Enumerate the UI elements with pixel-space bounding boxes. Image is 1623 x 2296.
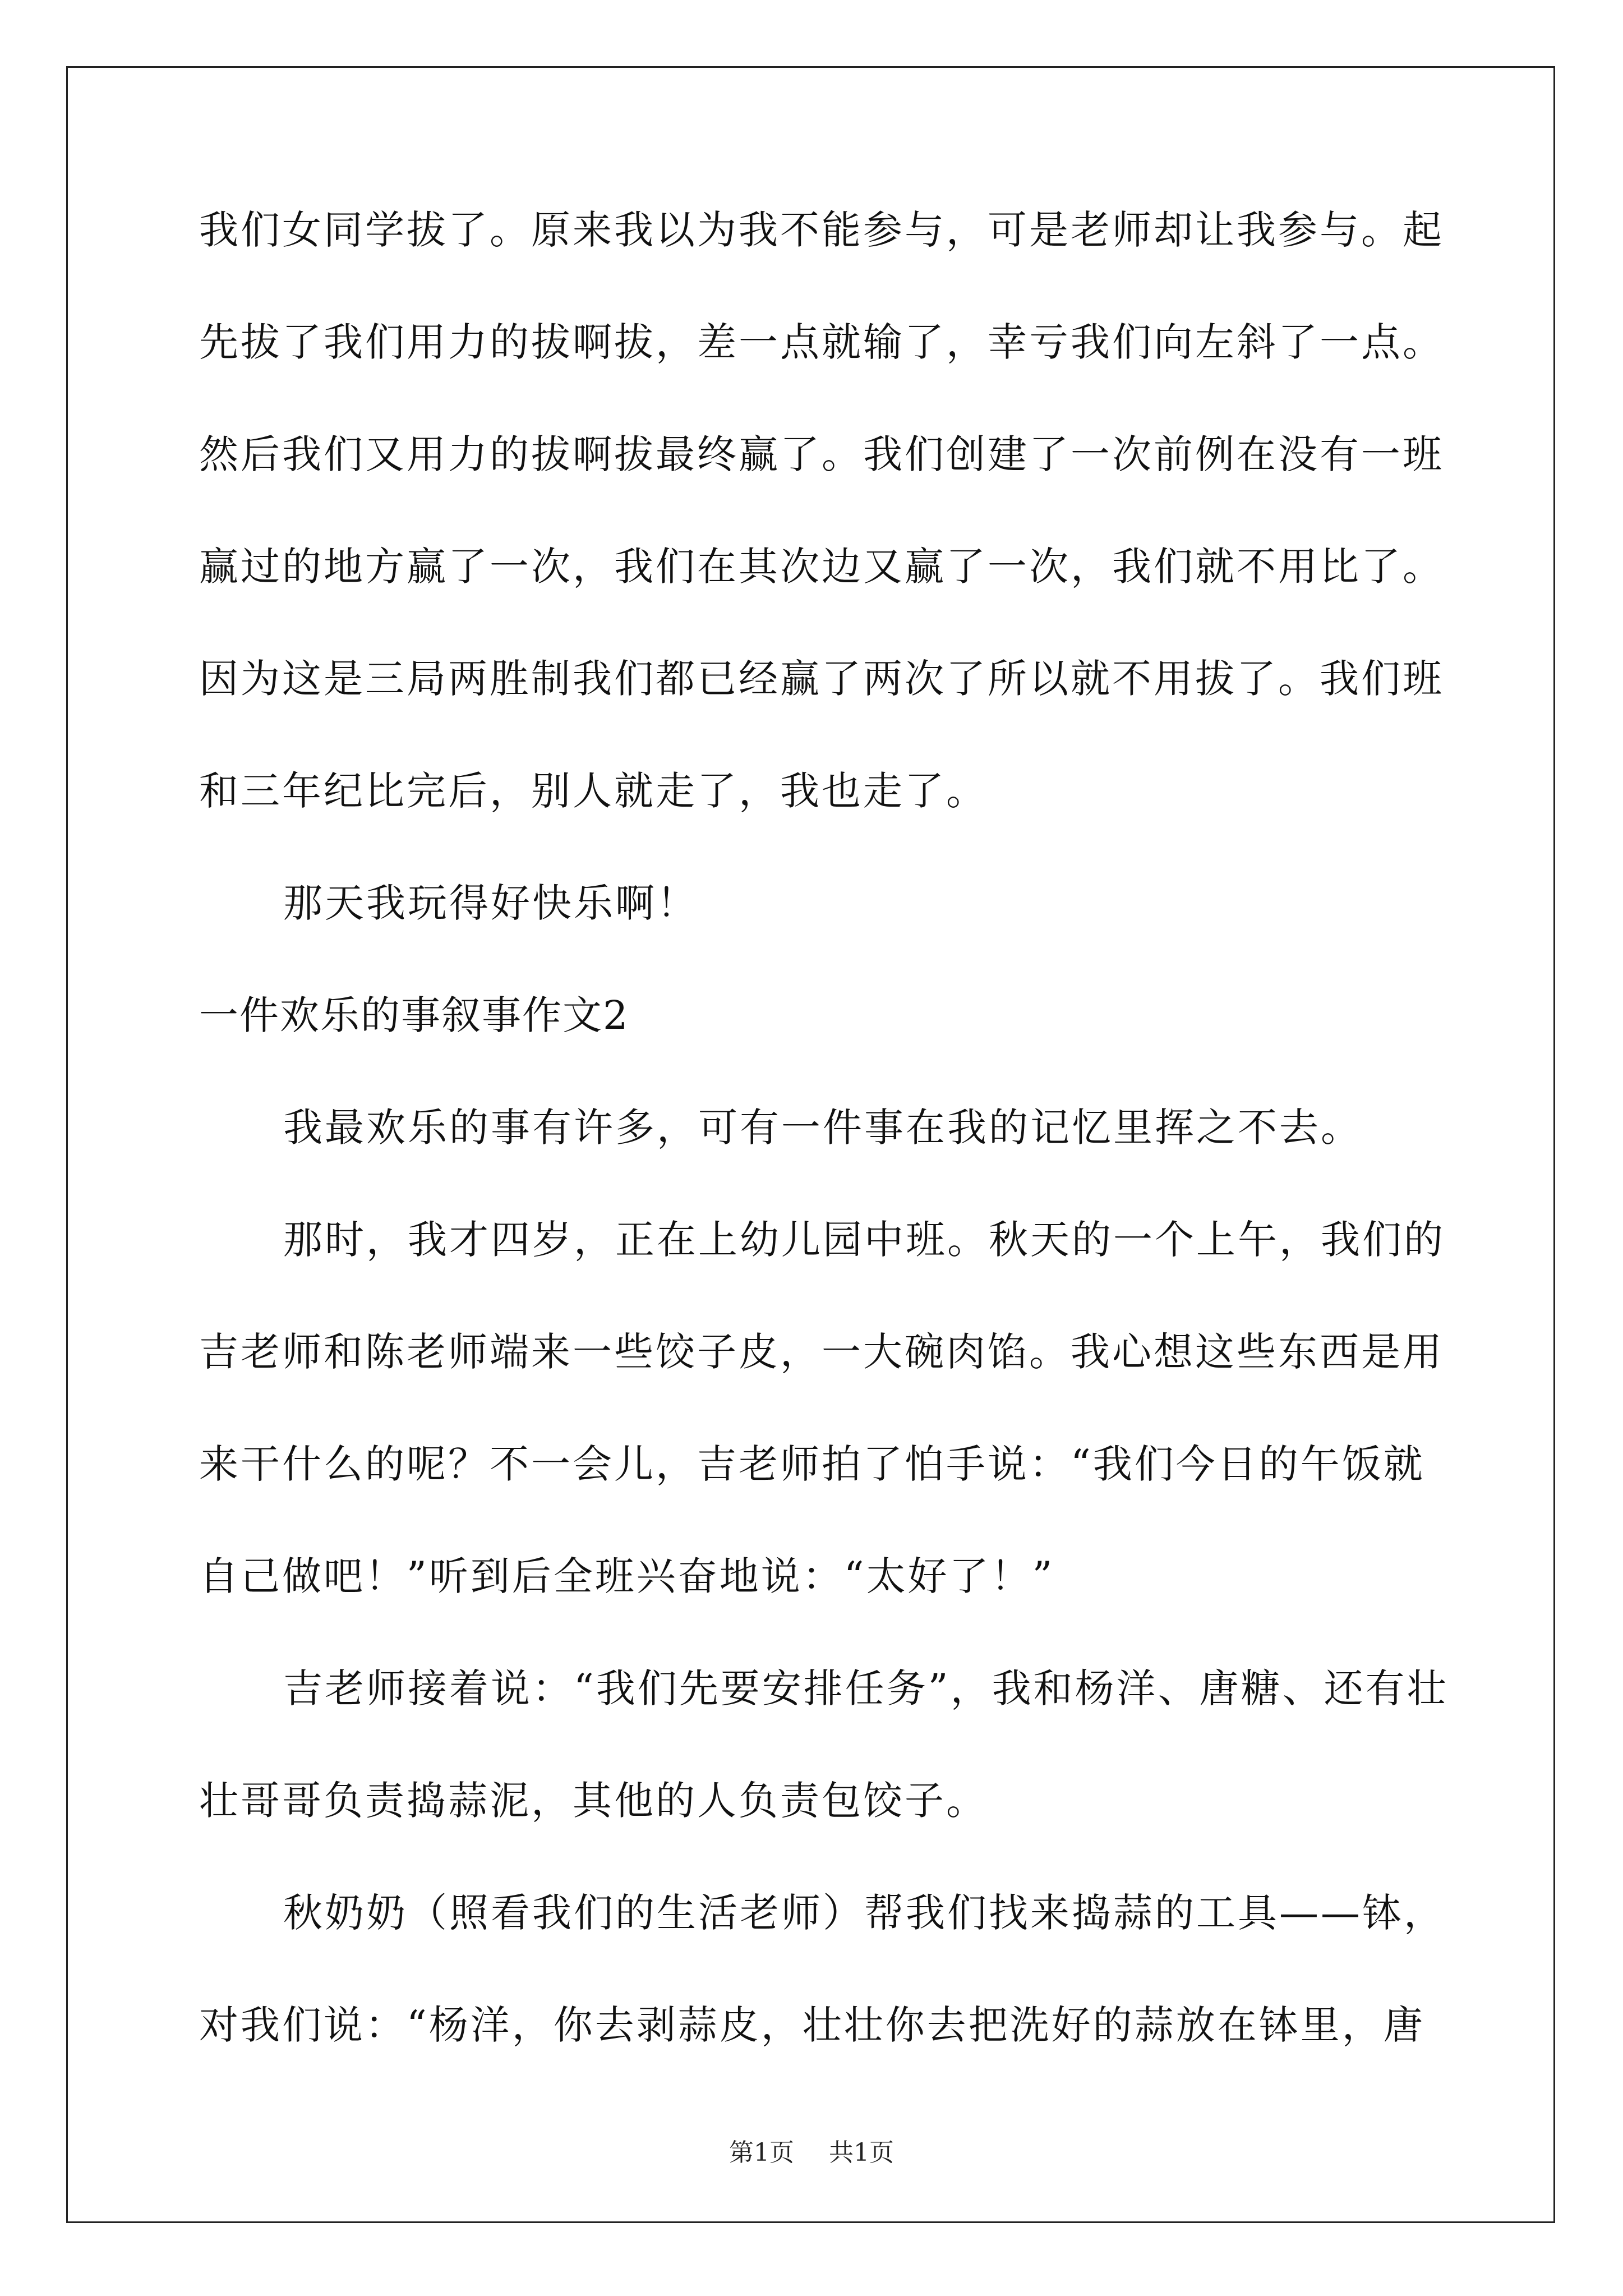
section-heading: 一件欢乐的事叙事作文2 bbox=[199, 992, 629, 1038]
text-line: 壮哥哥负责捣蒜泥，其他的人负责包饺子。 bbox=[199, 1778, 988, 1824]
text-line: 先拔了我们用力的拔啊拔，差一点就输了，幸亏我们向左斜了一点。 bbox=[199, 319, 1444, 365]
paragraph-line: 我最欢乐的事有许多，可有一件事在我的记忆里挥之不去。 bbox=[283, 1105, 1362, 1151]
page-total: 共1页 bbox=[829, 2138, 894, 2167]
text-line: 自己做吧！”听到后全班兴奋地说：“太好了！” bbox=[199, 1553, 1055, 1599]
text-line: 我们女同学拔了。原来我以为我不能参与，可是老师却让我参与。起 bbox=[199, 207, 1444, 253]
document-body bbox=[199, 202, 1449, 2053]
paragraph-line: 那天我玩得好快乐啊！ bbox=[283, 880, 698, 926]
page-footer bbox=[0, 2136, 1623, 2170]
text-line: 吉老师和陈老师端来一些饺子皮，一大碗肉馅。我心想这些东西是用 bbox=[199, 1329, 1444, 1375]
text-line: 赢过的地方赢了一次，我们在其次边又赢了一次，我们就不用比了。 bbox=[199, 544, 1444, 590]
text-line: 因为这是三局两胜制我们都已经赢了两次了所以就不用拔了。我们班 bbox=[199, 656, 1444, 702]
page-number: 第1页 bbox=[729, 2138, 794, 2167]
paragraph-line: 秋奶奶（照看我们的生活老师）帮我们找来捣蒜的工具——钵， bbox=[283, 1890, 1445, 1936]
paragraph-line: 吉老师接着说：“我们先要安排任务”，我和杨洋、唐糖、还有壮 bbox=[283, 1665, 1449, 1711]
text-line: 和三年纪比完后，别人就走了，我也走了。 bbox=[199, 768, 988, 814]
text-line: 对我们说：“杨洋，你去剥蒜皮，壮壮你去把洗好的蒜放在钵里，唐 bbox=[199, 2002, 1425, 2048]
text-line: 来干什么的呢？不一会儿，吉老师拍了怕手说：“我们今日的午饭就 bbox=[199, 1441, 1425, 1487]
text-line: 然后我们又用力的拔啊拔最终赢了。我们创建了一次前例在没有一班 bbox=[199, 431, 1444, 477]
paragraph-line: 那时，我才四岁，正在上幼儿园中班。秋天的一个上午，我们的 bbox=[283, 1217, 1445, 1263]
